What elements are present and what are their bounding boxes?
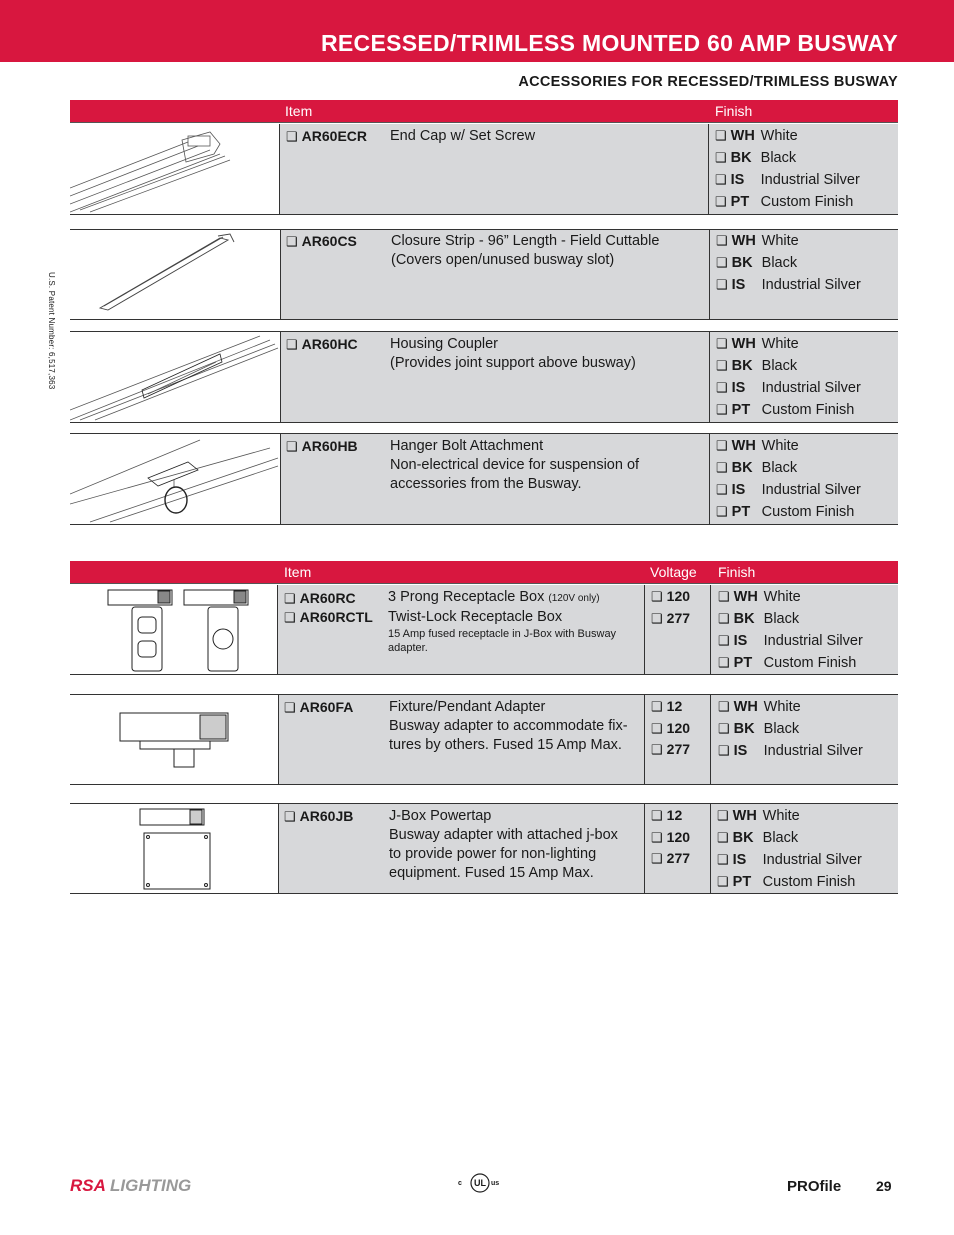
item-description: Hanger Bolt Attachment Non-electrical device for suspension of accessories from the Busway. bbox=[390, 438, 640, 492]
finish-option[interactable]: ❑ WH White bbox=[718, 589, 801, 605]
table2-col-voltage: Voltage bbox=[650, 564, 697, 580]
voltage-option[interactable]: ❑ 12 bbox=[651, 807, 683, 823]
table-row-ar60jb bbox=[70, 803, 898, 894]
page-number: 29 bbox=[876, 1178, 892, 1194]
voltage-option[interactable]: ❑ 277 bbox=[651, 741, 691, 757]
jbox-powertap-image bbox=[70, 804, 279, 893]
finish-option[interactable]: ❑ IS Industrial Silver bbox=[716, 380, 861, 396]
table2-col-finish: Finish bbox=[718, 564, 756, 580]
voltage-option[interactable]: ❑ 277 bbox=[651, 609, 691, 626]
finish-option[interactable]: ❑ IS Industrial Silver bbox=[718, 633, 863, 649]
finish-options bbox=[718, 586, 863, 674]
finish-option[interactable]: ❑ BK Black bbox=[716, 358, 798, 374]
rsa-lighting-logo: RSA LIGHTING bbox=[70, 1176, 192, 1195]
item-description: End Cap w/ Set Screw bbox=[390, 128, 536, 144]
table2-col-item: Item bbox=[284, 564, 312, 580]
ul-listed-icon: c UL us bbox=[458, 1172, 502, 1194]
voltage-option[interactable]: ❑ 120 bbox=[651, 588, 691, 604]
item-code[interactable]: ❑ AR60RC ❑ AR60RCTL bbox=[284, 590, 373, 625]
finish-option[interactable]: ❑ PT Custom Finish bbox=[716, 504, 855, 520]
table-row-ar60rc bbox=[70, 585, 898, 675]
voltage-option[interactable]: ❑ 277 bbox=[651, 850, 691, 866]
receptacle-box-image bbox=[70, 585, 278, 674]
section-subtitle: ACCESSORIES FOR RECESSED/TRIMLESS BUSWAY bbox=[518, 74, 898, 90]
item-description: Housing Coupler (Provides joint support above busway) bbox=[390, 336, 636, 371]
fixture-adapter-image bbox=[70, 695, 279, 784]
finish-option[interactable]: ❑ BK Black bbox=[716, 460, 798, 476]
hanger-bolt-image bbox=[70, 434, 281, 524]
finish-options bbox=[715, 125, 860, 213]
item-description: 3 Prong Receptacle Box (120V only) Twist-Lock Receptacle Box 15 Amp fused receptacle in J-Box with Busway adapter. bbox=[388, 589, 617, 654]
table-row-ar60cs bbox=[70, 229, 898, 320]
finish-option[interactable]: ❑ PT Custom Finish bbox=[718, 655, 857, 671]
voltage-options bbox=[651, 805, 690, 870]
voltage-option[interactable]: ❑ 12 bbox=[651, 698, 683, 714]
item-code[interactable]: ❑ AR60HB bbox=[286, 438, 358, 454]
table-row-ar60hc bbox=[70, 331, 898, 423]
title-banner bbox=[0, 0, 954, 62]
item-code[interactable]: ❑ AR60CS bbox=[286, 233, 357, 249]
closure-strip-image bbox=[70, 230, 281, 319]
item-code[interactable]: ❑ AR60FA bbox=[284, 699, 354, 715]
item-code[interactable]: ❑ AR60HC bbox=[286, 336, 358, 352]
finish-option[interactable]: ❑ WH White bbox=[718, 699, 801, 715]
item-code[interactable]: ❑ AR60JB bbox=[284, 808, 354, 824]
voltage-options bbox=[651, 696, 690, 761]
finish-option[interactable]: ❑ WH White bbox=[717, 808, 800, 824]
finish-option[interactable]: ❑ BK Black bbox=[716, 255, 798, 271]
finish-option[interactable]: ❑ BK Black bbox=[718, 721, 800, 737]
finish-option[interactable]: ❑ WH White bbox=[716, 233, 799, 249]
finish-option[interactable]: ❑ IS Industrial Silver bbox=[715, 172, 860, 188]
finish-options bbox=[716, 435, 861, 523]
finish-option[interactable]: ❑ BK Black bbox=[717, 830, 799, 846]
finish-option[interactable]: ❑ IS Industrial Silver bbox=[718, 743, 863, 759]
table-row-ar60hb bbox=[70, 433, 898, 525]
voltage-options bbox=[651, 586, 690, 629]
finish-option[interactable]: ❑ IS Industrial Silver bbox=[716, 482, 861, 498]
patent-note: U.S. Patent Number: 6,517,363 bbox=[47, 272, 56, 390]
finish-options bbox=[718, 696, 863, 762]
table2-header bbox=[70, 561, 898, 584]
housing-coupler-image bbox=[70, 332, 281, 422]
finish-option[interactable]: ❑ WH White bbox=[715, 128, 798, 144]
voltage-option[interactable]: ❑ 120 bbox=[651, 719, 691, 736]
profile-logo: PROfile bbox=[787, 1178, 842, 1195]
item-description: Fixture/Pendant Adapter Busway adapter to accommodate fix- tures by others. Fused 15 Amp Max. bbox=[389, 699, 628, 753]
end-cap-image bbox=[70, 124, 280, 214]
finish-option[interactable]: ❑ BK Black bbox=[715, 150, 797, 166]
finish-option[interactable]: ❑ PT Custom Finish bbox=[715, 194, 854, 210]
finish-options bbox=[716, 333, 861, 421]
item-description: J-Box Powertap Busway adapter with attached j-box to provide power for non-lighting equipment. Fused 15 Amp Max. bbox=[389, 808, 618, 881]
item-code[interactable]: ❑ AR60ECR bbox=[286, 128, 368, 144]
item-description: Closure Strip - 96” Length - Field Cuttable (Covers open/unused busway slot) bbox=[391, 233, 660, 268]
page-title: RECESSED/TRIMLESS MOUNTED 60 AMP BUSWAY bbox=[321, 30, 898, 56]
table-row-ar60ecr bbox=[70, 124, 898, 215]
finish-option[interactable]: ❑ IS Industrial Silver bbox=[716, 277, 861, 293]
finish-option[interactable]: ❑ PT Custom Finish bbox=[716, 402, 855, 418]
finish-option[interactable]: ❑ PT Custom Finish bbox=[717, 874, 856, 890]
finish-option[interactable]: ❑ WH White bbox=[716, 438, 799, 454]
finish-option[interactable]: ❑ WH White bbox=[716, 336, 799, 352]
finish-option[interactable]: ❑ IS Industrial Silver bbox=[717, 852, 862, 868]
finish-options bbox=[717, 805, 862, 893]
table1-col-item: Item bbox=[285, 103, 313, 119]
table1-header bbox=[70, 100, 898, 123]
finish-options bbox=[716, 230, 861, 296]
table-row-ar60fa bbox=[70, 694, 898, 785]
table1-col-finish: Finish bbox=[715, 103, 753, 119]
finish-option[interactable]: ❑ BK Black bbox=[718, 611, 800, 627]
voltage-option[interactable]: ❑ 120 bbox=[651, 828, 691, 845]
